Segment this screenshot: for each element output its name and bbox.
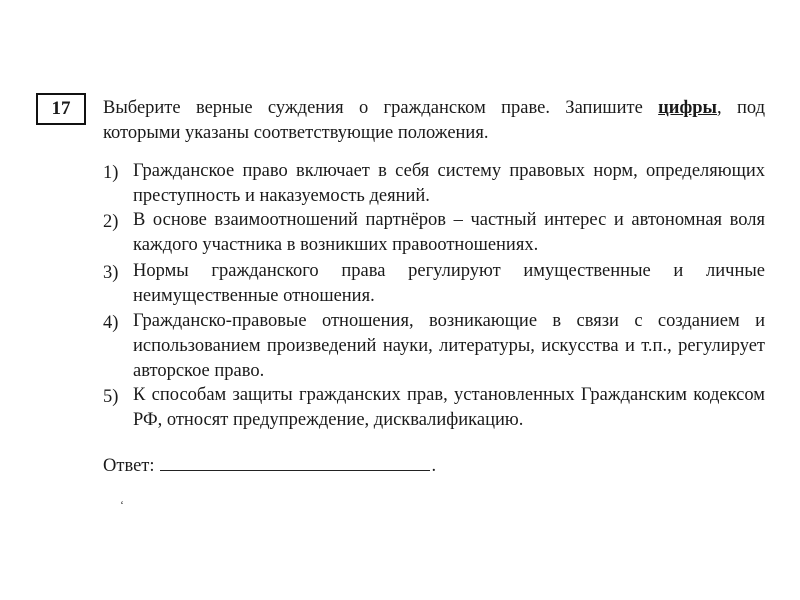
stray-mark: ʻ [120, 498, 124, 512]
option-2 [103, 208, 765, 258]
answer-label: Ответ: [103, 456, 155, 476]
option-text: Нормы гражданского права регулируют имущественные и личные неимущественные отношения. [133, 261, 765, 306]
answer-field[interactable] [160, 452, 430, 471]
option-number: 3) [103, 263, 119, 283]
question-part-2: , под [717, 98, 766, 118]
option-number: 1) [103, 163, 119, 183]
question-part-1: Выберите верные суждения о гражданском праве. Запишите [103, 98, 659, 118]
question-keyword: цифры [658, 98, 717, 118]
task-number: 17 [51, 98, 71, 119]
option-1 [103, 159, 765, 209]
answer-row [103, 452, 436, 479]
answer-trailing-dot: . [431, 456, 437, 476]
question-line-2: которыми указаны соответствующие положения. [103, 123, 489, 143]
option-number: 4) [103, 313, 119, 333]
option-number: 2) [103, 212, 119, 232]
option-number: 5) [103, 387, 119, 407]
option-text: Гражданское право включает в себя систему правовых норм, определяющих преступность и наказуемость деяний. [133, 161, 765, 206]
option-text: К способам защиты гражданских прав, установленных Гражданским кодексом РФ, относят предупреждение, дисквалификацию. [133, 385, 765, 430]
option-4 [103, 309, 765, 384]
question-line-1 [103, 96, 765, 121]
option-3 [103, 259, 765, 309]
option-text: В основе взаимоотношений партнёров – частный интерес и автономная воля каждого участника в возникших правоотношениях. [133, 210, 765, 255]
task-number-box [36, 93, 86, 125]
question-text [103, 96, 765, 146]
option-text: Гражданско-правовые отношения, возникающие в связи с созданием и использованием произведений науки, литературы, искусства и т.п., регулирует авторское право. [133, 311, 765, 381]
option-5 [103, 383, 765, 433]
